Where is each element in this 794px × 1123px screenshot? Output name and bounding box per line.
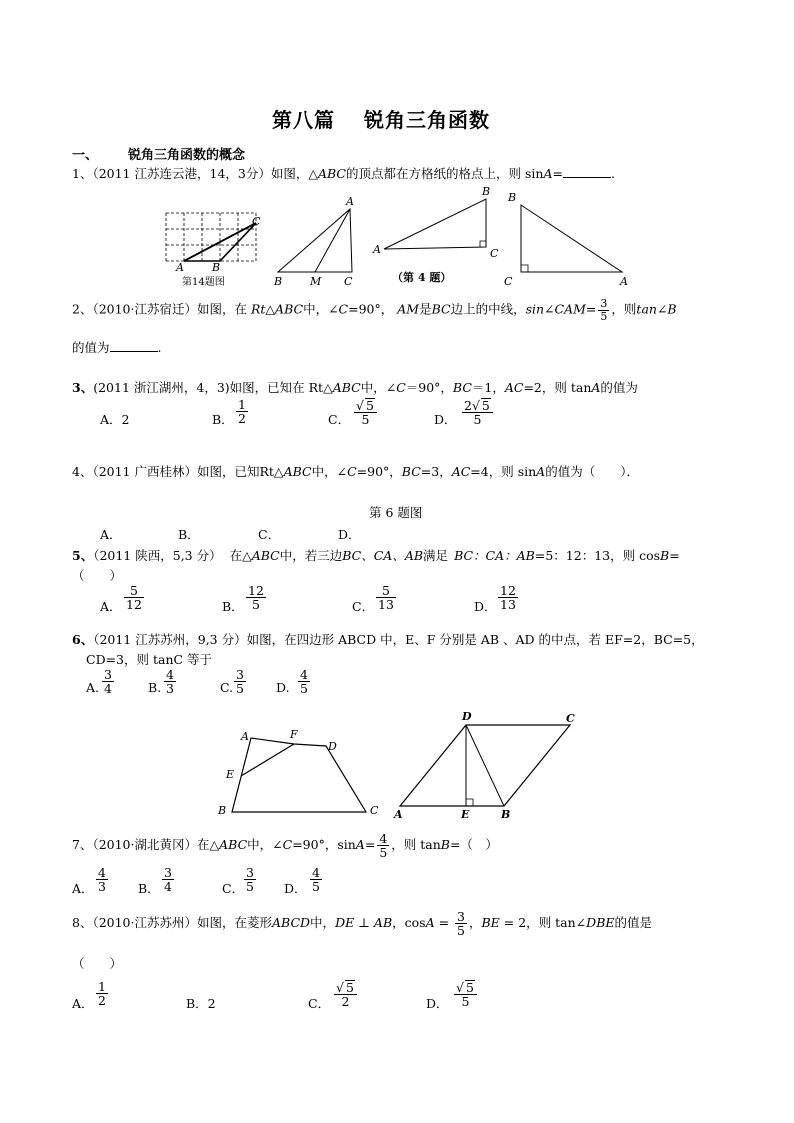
page-title: 第八篇 锐角三角函数	[272, 108, 490, 132]
q8-text-e: ，	[468, 915, 482, 931]
q4-text-b: 中，∠	[311, 464, 348, 479]
q7-text-d: =	[364, 837, 376, 853]
q6-line-2: CD=3，则 tanC 等于	[86, 652, 213, 667]
q1-figures	[160, 185, 660, 290]
q7-option-b[interactable]: B．	[138, 881, 160, 896]
q8-text-c: ，cos	[392, 915, 426, 931]
q5-text: 在△	[229, 548, 252, 563]
q2-am: AM	[397, 301, 420, 317]
q7-options	[72, 866, 372, 908]
fig4-label-c: C	[490, 247, 499, 260]
q8-text-g: 的值是	[614, 915, 653, 931]
q8-d-num: 5	[465, 980, 474, 995]
q3-option-d[interactable]: D．	[434, 412, 457, 427]
q3-option-c-frac	[354, 398, 377, 426]
fig4-triangle	[372, 185, 499, 284]
question-2	[72, 298, 677, 322]
q7-abc: ABC	[219, 837, 248, 853]
q1-text-c: =	[552, 166, 563, 181]
q7-b: B	[440, 837, 450, 853]
q5-option-d[interactable]: D．	[474, 599, 497, 614]
q4-a: A	[536, 464, 546, 479]
q3-d-den: 5	[473, 412, 482, 428]
q8-frac-den: 5	[457, 923, 465, 939]
q6-option-c[interactable]: C.	[220, 680, 234, 695]
q6-b-num: 4	[166, 667, 174, 682]
q8-text-d: =	[434, 915, 454, 931]
q7-c-num: 3	[246, 865, 254, 880]
q6-a-den: 4	[104, 681, 112, 697]
q4-source: （2011 广西桂林）	[92, 464, 197, 479]
q3-source: (2011 浙江湖州，4，3)	[93, 380, 230, 395]
q4-option-a[interactable]: A．	[100, 527, 122, 542]
rhombus-label-c: C	[566, 712, 575, 725]
section-heading	[72, 144, 245, 163]
q5-number: 5、	[72, 548, 94, 563]
q6-d-den: 5	[300, 681, 308, 697]
q3-text-e: =2，则 tan	[523, 380, 592, 395]
q6-option-d-frac	[298, 668, 310, 695]
q2-answer-blank	[110, 339, 158, 352]
q8-frac-num: 3	[457, 909, 465, 924]
median-label-b: B	[274, 275, 283, 288]
q6-text: 如图，在四边形 ABCD 中，E、F 分别是 AB 、AD 的中点，若 EF=2，BC=5，	[246, 632, 704, 647]
q3-text-f: 的值为	[600, 380, 638, 395]
q6-option-b-frac	[164, 668, 176, 695]
grid-caption: 第14题图	[182, 277, 225, 288]
q7-number: 7、	[72, 837, 93, 853]
q2-source: （2010·江苏宿迁）	[92, 301, 197, 317]
q4-text-d: =3，	[420, 464, 452, 479]
quad-label-d: D	[328, 740, 337, 753]
q8-be: BE	[481, 915, 500, 931]
q8-a-den: 2	[98, 993, 106, 1009]
question-2-line-2	[72, 338, 162, 356]
q5-ratio: =5：12：13，则 cos	[534, 548, 661, 563]
q5-option-b-frac	[246, 584, 266, 611]
grid-label-c: C	[252, 215, 261, 228]
q8-option-a-frac	[96, 980, 108, 1007]
q3-abc: ABC	[332, 380, 361, 395]
q8-abcd: ABCD	[272, 915, 311, 931]
q4-text: 如图，已知Rt△	[197, 464, 284, 479]
q5-b-den: 5	[251, 597, 260, 613]
q7-text-e: ，则 tan	[391, 837, 441, 853]
q3-b-num: 1	[238, 397, 246, 412]
section-label: 锐角三角函数的概念	[128, 148, 246, 163]
median-label-m: M	[310, 275, 322, 288]
q5-text-c: 满足	[423, 548, 449, 563]
q7-option-d[interactable]: D．	[284, 881, 307, 896]
q2-number: 2、	[72, 301, 93, 317]
q2-text-d: 是	[419, 301, 432, 317]
q7-d-den: 5	[312, 879, 320, 895]
q2-fraction	[598, 298, 609, 322]
q7-a-num: 4	[98, 865, 106, 880]
q5-c-num: 5	[376, 584, 396, 598]
q8-option-a[interactable]: A．	[72, 996, 94, 1011]
q8-text: 如图，在菱形	[197, 915, 273, 931]
q6-option-a[interactable]: A.	[86, 680, 100, 695]
q2-text-a: 如图，在	[197, 301, 248, 317]
q3-ac: AC	[504, 380, 524, 395]
q7-option-b-frac	[162, 866, 174, 893]
q7-option-c[interactable]: C．	[222, 881, 245, 896]
quadrilateral-figure	[217, 728, 379, 817]
question-6	[72, 630, 704, 648]
question-1	[72, 164, 615, 182]
q1-number: 1、	[72, 166, 93, 181]
q4-number: 4、	[72, 464, 93, 479]
q3-b-den: 2	[238, 411, 246, 427]
q4-option-b[interactable]: B．	[178, 527, 200, 542]
q7-b-num: 3	[164, 865, 172, 880]
q6-option-b[interactable]: B.	[148, 680, 162, 695]
q1-text-a: 如图，△	[270, 166, 318, 181]
q2-text-g: ，则	[611, 301, 637, 317]
section-number: 一、	[72, 148, 99, 163]
q8-option-d-frac	[454, 980, 477, 1008]
q7-frac-den: 5	[379, 845, 388, 861]
q5-b-num: 12	[248, 583, 264, 598]
q6-d-num: 4	[300, 667, 308, 682]
q8-line-2: （ ）	[72, 956, 123, 971]
q2-rt: Rt△ABC	[251, 301, 304, 317]
q5-sides: BC、CA、AB	[342, 548, 424, 563]
q8-option-c-frac	[334, 980, 357, 1008]
q5-a-num: 5	[124, 584, 144, 598]
q1-answer-blank	[563, 165, 611, 178]
q3-option-b-frac	[236, 398, 248, 425]
q8-dbe: DBE	[586, 915, 615, 931]
q3-d-coef: 2	[464, 398, 472, 413]
q1-abc: ABC	[317, 166, 346, 181]
q8-source: （2010·江苏苏州）	[92, 915, 197, 931]
q7-text-b: 中，∠	[247, 837, 283, 853]
q3-options	[100, 398, 620, 438]
q8-c-den: 2	[341, 994, 350, 1010]
q7-option-a-frac	[96, 866, 108, 893]
q5-text-b: 中，若三边	[279, 548, 343, 563]
q8-c-num: 5	[345, 980, 354, 995]
rhombus-figure	[393, 710, 575, 821]
q7-a: A	[355, 837, 365, 853]
q8-d-num-wrap: √ 5	[454, 980, 477, 995]
quad-label-e: E	[226, 768, 235, 781]
q5-option-c-frac	[376, 584, 396, 611]
q4-figure-caption: 第 6 题图	[369, 505, 423, 520]
question-3	[72, 378, 638, 396]
q8-fraction	[455, 910, 467, 937]
q4-text-c: =90°，	[356, 464, 402, 479]
q5-c-den: 13	[378, 597, 394, 613]
q5-b: B	[660, 548, 670, 563]
q8-options	[72, 980, 532, 1026]
q8-a: A	[425, 915, 435, 931]
q7-frac-num: 4	[379, 831, 388, 846]
grid-label-b: B	[212, 261, 221, 274]
q8-text-b: 中，	[310, 915, 336, 931]
rt-label-b: B	[508, 191, 517, 204]
question-8	[72, 910, 652, 937]
q7-a-den: 3	[98, 879, 106, 895]
q5-text-d: =	[669, 548, 680, 563]
q7-source: （2010·湖北黄冈）	[92, 837, 197, 853]
fig4-caption: （第 4 题）	[392, 271, 452, 284]
q8-a-num: 1	[98, 979, 106, 994]
q4-text-e: =4，则 sin	[470, 464, 537, 479]
q6-option-c-frac	[234, 668, 246, 695]
median-label-c: C	[344, 275, 353, 288]
q7-c: C	[282, 837, 293, 853]
rhombus-label-e: E	[461, 808, 470, 821]
q4-bc: BC	[401, 464, 421, 479]
q8-c-num-wrap: √ 5	[334, 980, 357, 995]
q2-sincam: sin∠CAM	[525, 301, 586, 317]
q8-option-b[interactable]: B．2	[186, 996, 216, 1011]
median-label-a: A	[346, 195, 354, 208]
q2-tanb: tan∠B	[636, 301, 677, 317]
q2-text-f: =	[585, 301, 597, 317]
q7-c-den: 5	[246, 879, 254, 895]
median-triangle-figure	[273, 195, 354, 288]
q6-source: （2011 江苏苏州，9,3 分）	[93, 632, 247, 647]
q4-option-d[interactable]: D．	[338, 527, 361, 542]
q4-option-c[interactable]: C．	[258, 527, 281, 542]
q2-c: C	[338, 301, 349, 317]
q5-d-num: 12	[500, 583, 516, 598]
q4-c: C	[347, 464, 357, 479]
q1-source: （2011 江苏连云港，14，3分）	[92, 166, 271, 181]
rt-label-c: C	[504, 275, 513, 288]
q5-option-a-frac	[124, 584, 144, 611]
q5-source: （2011 陕西，5,3 分）	[93, 548, 222, 563]
rhombus-label-a: A	[394, 808, 403, 821]
question-4	[72, 462, 639, 480]
fig4-label-a: A	[373, 243, 381, 256]
q3-c-den: 5	[361, 412, 370, 428]
q5-option-b[interactable]: B．	[222, 599, 244, 614]
q3-c: C	[396, 380, 406, 395]
q4-ac: AC	[451, 464, 471, 479]
q6-option-a-frac	[102, 668, 114, 695]
q5-ratio-lhs: BC：CA：AB	[454, 548, 535, 563]
q7-text: 在△	[197, 837, 220, 853]
grid-label-a: A	[176, 261, 184, 274]
q7-option-c-frac	[244, 866, 256, 893]
fig4-label-b: B	[482, 185, 491, 198]
q3-option-a[interactable]: A．2	[100, 412, 130, 427]
q7-option-d-frac	[310, 866, 322, 893]
q7-text-c: =90°，sin	[292, 837, 356, 853]
right-triangle-figure	[504, 191, 628, 288]
rhombus-label-b: B	[501, 808, 511, 821]
q5-option-a[interactable]: A．	[100, 599, 122, 614]
q8-number: 8、	[72, 915, 93, 931]
q8-de: DE ⊥ AB	[335, 915, 393, 931]
q7-text-f: =（ ）	[449, 837, 498, 853]
q7-b-den: 4	[164, 879, 172, 895]
q2-frac-num: 3	[600, 297, 608, 310]
q3-c-num-wrap: √ 5	[354, 398, 377, 413]
quad-label-b: B	[218, 804, 227, 817]
q6-options	[86, 668, 346, 710]
q8-text-f: = 2，则 tan∠	[499, 915, 587, 931]
q1-a: A	[543, 166, 553, 181]
rt-label-a: A	[620, 275, 628, 288]
q2-text-e: 边上的中线，	[450, 301, 526, 317]
q3-bc: BC	[452, 380, 472, 395]
q7-option-a[interactable]: A．	[72, 881, 94, 896]
q5-option-d-frac	[498, 584, 518, 611]
q2-end: .	[157, 340, 162, 355]
grid-figure	[166, 213, 261, 288]
q6-c-den: 5	[236, 681, 244, 697]
q3-a: A	[591, 380, 601, 395]
question-5	[72, 546, 680, 564]
q4-text-f: 的值为（ ）．	[545, 464, 639, 479]
q3-option-c[interactable]: C．	[328, 412, 351, 427]
q3-d-num-wrap: 2√ 5	[462, 398, 493, 413]
q7-d-num: 4	[312, 865, 320, 880]
q6-a-num: 3	[104, 667, 112, 682]
q2-bc: BC	[431, 301, 451, 317]
q6-c-num: 3	[236, 667, 244, 682]
q3-text-b: 中，∠	[360, 380, 397, 395]
q8-option-c[interactable]: C．	[308, 996, 331, 1011]
q8-option-d[interactable]: D．	[426, 996, 449, 1011]
q2-frac-den: 5	[600, 309, 608, 323]
quad-label-f: F	[290, 728, 298, 741]
q2-line2: 的值为	[72, 340, 110, 355]
q2-text-b: 中，∠	[303, 301, 339, 317]
q5-a-den: 12	[126, 597, 142, 613]
q2-text-c: =90°，	[348, 301, 394, 317]
quad-label-a: A	[241, 730, 249, 743]
q3-text: 如图，已知在 Rt△	[229, 380, 333, 395]
question-7	[72, 832, 498, 859]
q5-abc: ABC	[251, 548, 280, 563]
q6-option-d[interactable]: D.	[276, 680, 290, 695]
q3-c-num: 5	[365, 398, 374, 413]
q6-figures	[210, 708, 600, 826]
q5-option-c[interactable]: C．	[352, 599, 375, 614]
q1-end: .	[610, 166, 615, 181]
q3-option-b[interactable]: B．	[212, 412, 234, 427]
q5-line-2: （ ）	[72, 568, 123, 583]
quad-label-c: C	[370, 804, 379, 817]
q5-d-den: 13	[500, 597, 516, 613]
q6-number: 6、	[72, 632, 94, 647]
q3-number: 3、	[72, 380, 94, 395]
q3-option-d-frac	[462, 398, 493, 426]
q8-d-den: 5	[461, 994, 470, 1010]
q3-d-rad: 5	[481, 398, 490, 413]
q7-fraction	[377, 832, 389, 859]
q4-abc: ABC	[283, 464, 312, 479]
q3-text-c: ＝90°，	[405, 380, 453, 395]
q1-text-b: 的顶点都在方格纸的格点上，则 sin	[346, 166, 544, 181]
q6-b-den: 3	[166, 681, 174, 697]
q3-text-d: ＝1，	[471, 380, 505, 395]
rhombus-label-d: D	[462, 710, 472, 723]
q5-options	[100, 584, 660, 626]
